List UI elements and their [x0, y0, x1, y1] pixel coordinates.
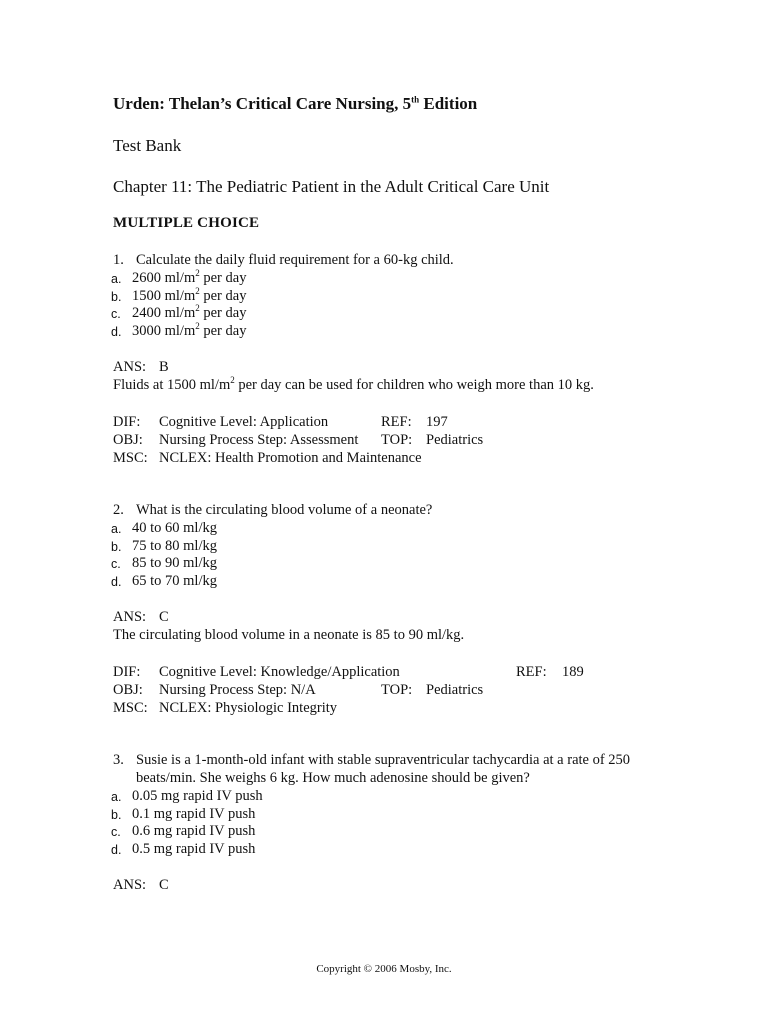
chapter-heading: Chapter 11: The Pediatric Patient in the Adult Critical Care Unit	[113, 177, 550, 196]
option-d: d. 0.5 mg rapid IV push	[111, 840, 256, 857]
question-text: Calculate the daily fluid requirement for a 60-kg child.	[136, 252, 454, 268]
difficulty-line: DIF: Cognitive Level: Application REF: 197	[113, 414, 448, 430]
option-a: a. 2600 $ml/m^2$ per day	[111, 268, 247, 286]
question-number: 3.	[113, 752, 124, 768]
question-text: Susie is a 1-month-old infant with stable supraventricular tachycardia at a rate of 250	[136, 752, 631, 768]
difficulty-line: DIF: Cognitive Level: Knowledge/Application REF: 189	[113, 664, 584, 680]
question-number: 2.	[113, 502, 124, 518]
book-title: Urden: Thelan’s Critical Care Nursing, 5th Edition	[113, 94, 478, 113]
option-a: a. 0.05 mg rapid IV push	[111, 788, 263, 804]
question-text: What is the circulating blood volume of a neonate?	[136, 502, 433, 518]
question-3	[113, 751, 673, 894]
copyright-footer: Copyright © 2006 Mosby, Inc.	[316, 963, 452, 975]
section-heading: MULTIPLE CHOICE	[113, 215, 260, 231]
option-d: d. 3000 $ml/m^2$ per day	[111, 320, 247, 339]
answer-rationale: The circulating blood volume in a neonate is 85 to 90 ml/kg.	[113, 627, 465, 643]
option-b: b. 1500 $ml/m^2$ per day	[111, 285, 247, 304]
document-subtitle: Test Bank	[113, 136, 182, 155]
question-1	[113, 251, 673, 467]
msc-line: MSC: NCLEX: Physiologic Integrity	[113, 700, 338, 716]
answer-line: ANS: B	[113, 359, 169, 375]
option-d: d. 65 to 70 ml/kg	[111, 572, 217, 589]
option-c: c. 2400 $ml/m^2$ per day	[111, 303, 247, 321]
option-c: c. 0.6 mg rapid IV push	[111, 823, 256, 839]
option-b: b. 0.1 mg rapid IV push	[111, 805, 256, 822]
answer-value: B	[159, 359, 169, 375]
answer-line: ANS: C	[113, 609, 169, 625]
msc-line: MSC: NCLEX: Health Promotion and Maintenance	[113, 450, 422, 466]
option-c: c. 85 to 90 ml/kg	[111, 555, 217, 571]
question-number: 1.	[113, 252, 124, 268]
answer-rationale: Fluids at 1500 $ml/m^2$ per day can be used for children who weigh more than 10 kg.	[113, 375, 594, 393]
objective-line: OBJ: Nursing Process Step: Assessment TOP: Pediatrics	[113, 432, 484, 448]
answer-value: C	[159, 609, 169, 625]
question-2	[113, 501, 673, 717]
answer-value: C	[159, 877, 169, 893]
objective-line: OBJ: Nursing Process Step: N/A TOP: Pediatrics	[113, 682, 484, 698]
answer-line: ANS: C	[113, 877, 169, 893]
option-b: b. 75 to 80 ml/kg	[111, 537, 217, 554]
question-text-continued: beats/min. She weighs 6 kg. How much adenosine should be given?	[136, 770, 530, 786]
option-a: a. 40 to 60 ml/kg	[111, 520, 217, 536]
